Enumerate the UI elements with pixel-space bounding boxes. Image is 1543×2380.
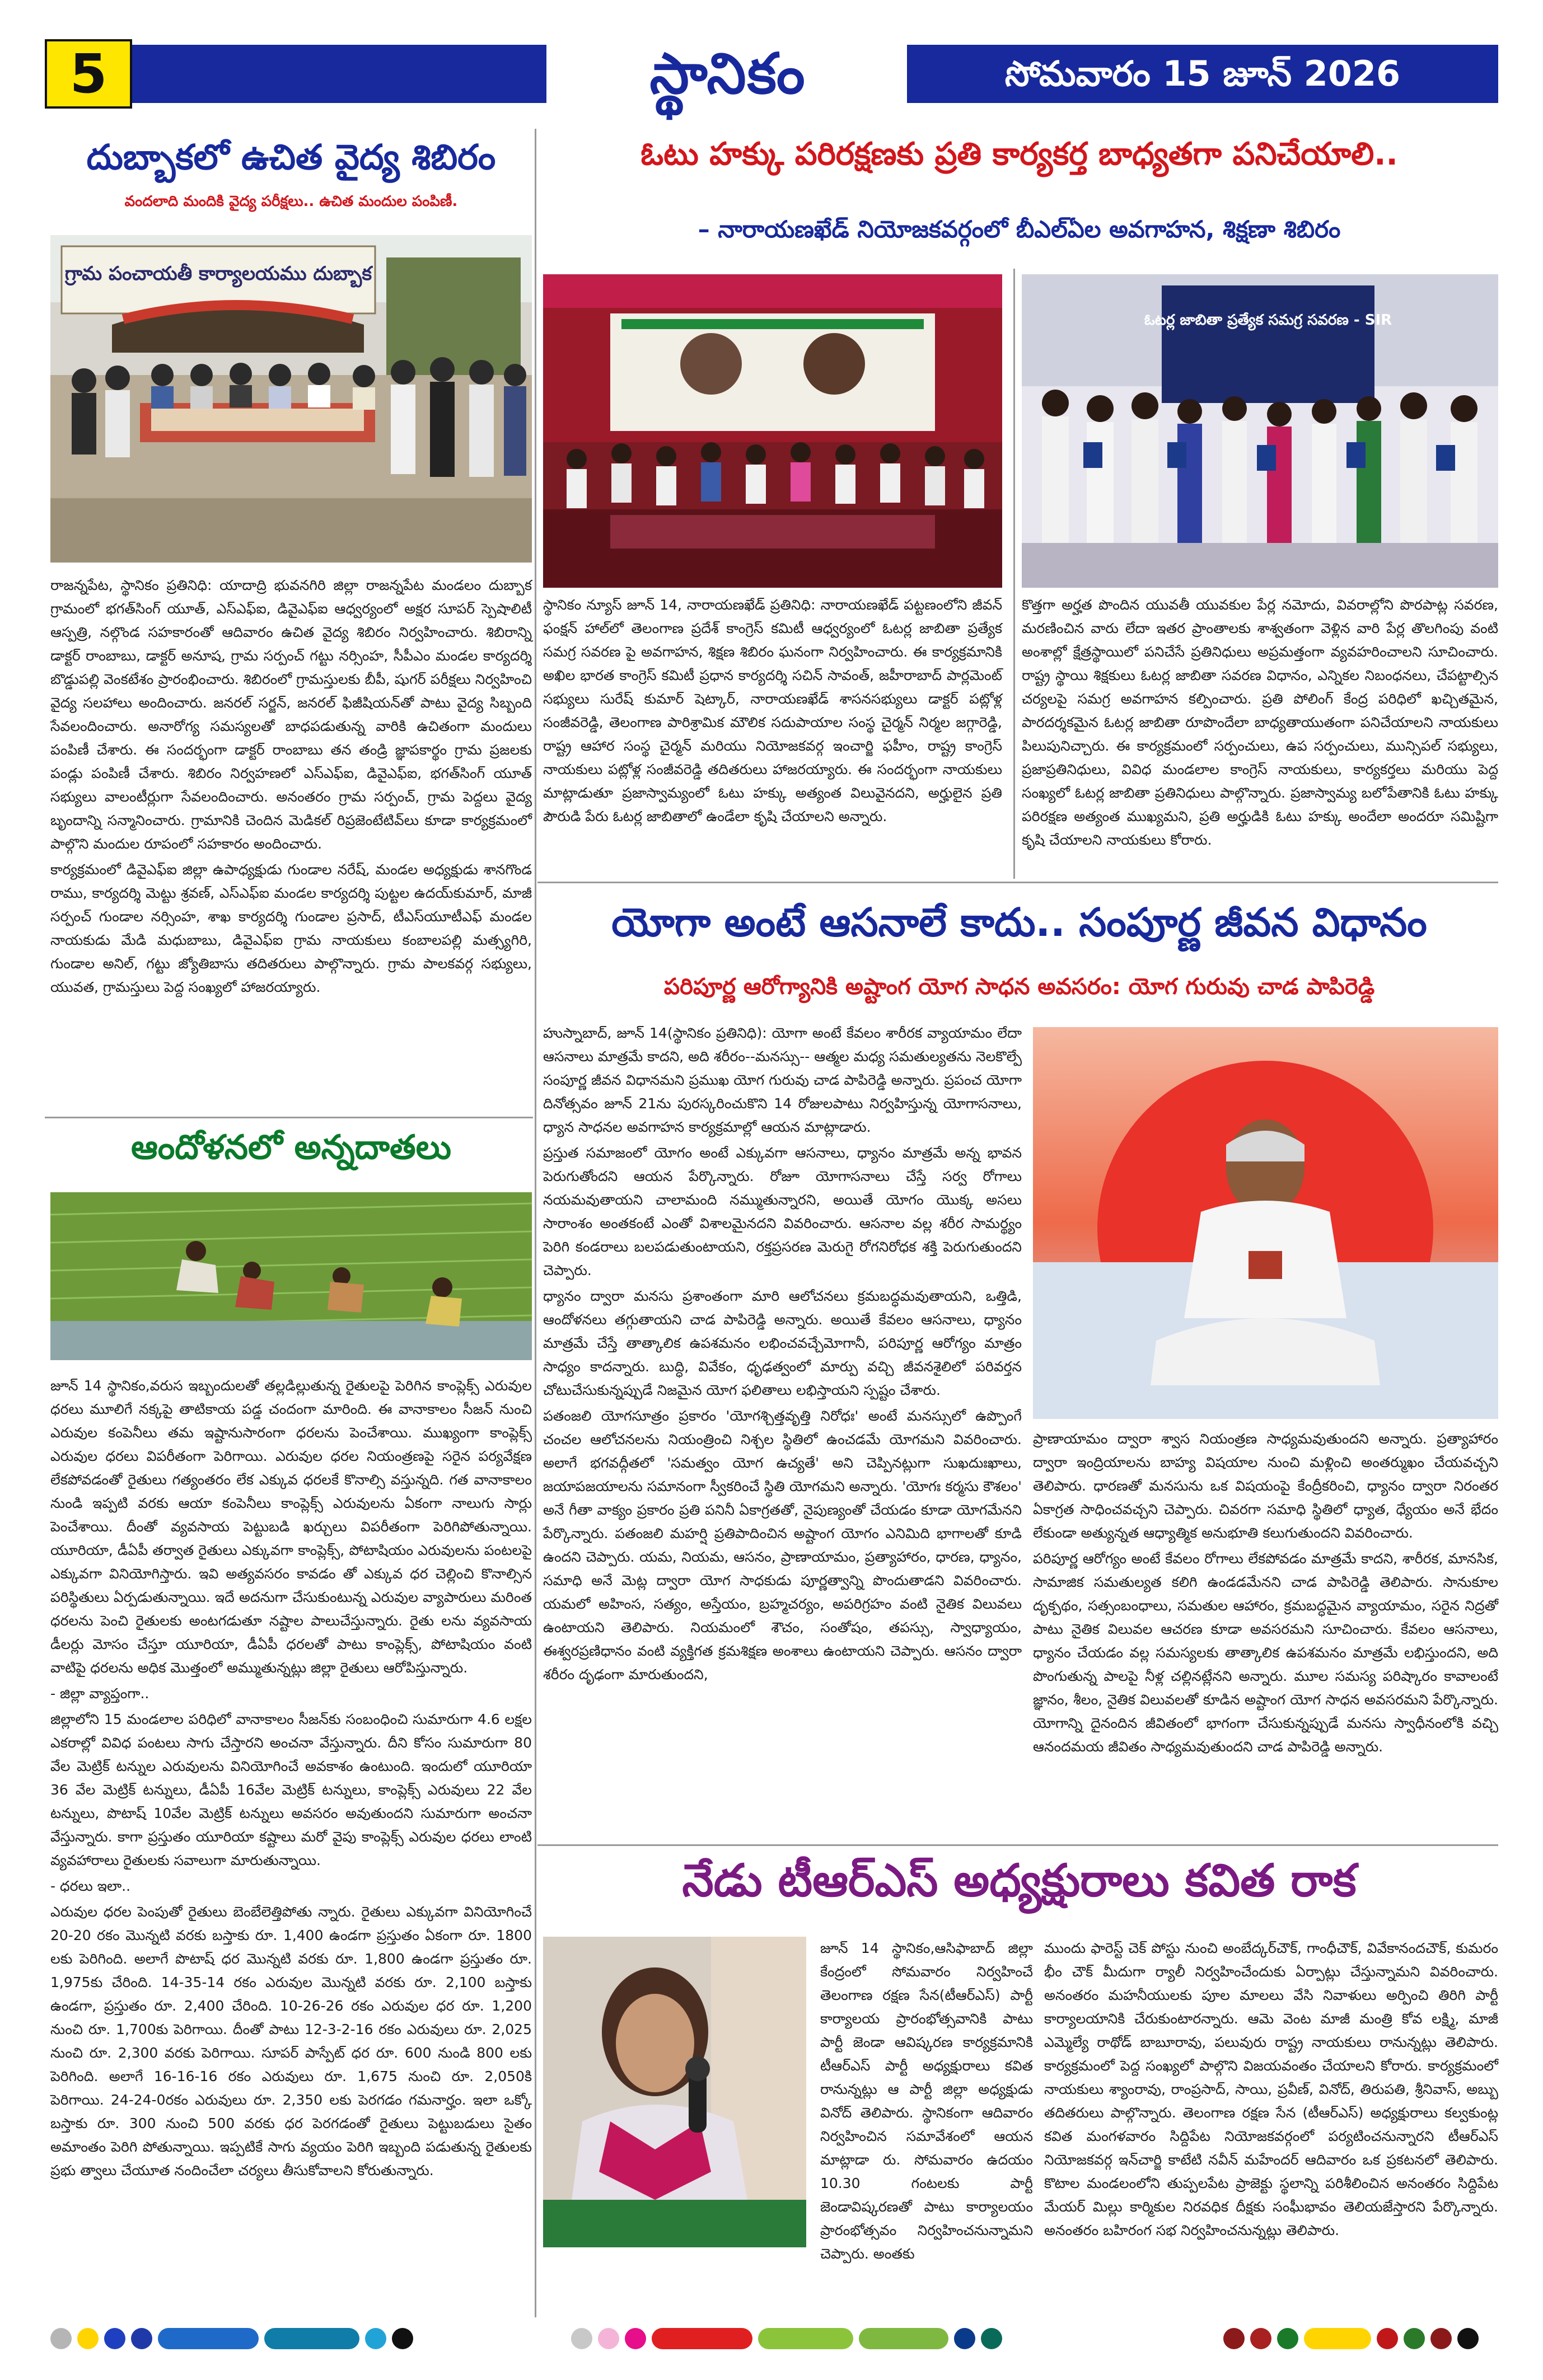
color-swatch (365, 2328, 386, 2349)
color-swatch (131, 2328, 152, 2349)
section-divider (537, 882, 1498, 883)
color-swatch (264, 2328, 359, 2349)
kavitha-paragraph: జూన్ 14 స్థానికం,ఆసిఫాబాద్ జిల్లా కేంద్రంలో సోమవారం నిర్వహించే తెలంగాణ రక్షణ సేన(టీఆర్ఎస్) పార్టీ కార్యాలయ ప్రారంభోత్సవానికి పాటు పార్టీ జెండా ఆవిష్కరణ కార్యక్రమానికి టీఆర్ఎస్ పార్టీ అధ్యక్షురాలు కవిత రానున్నట్లు ఆ పార్టీ జిల్లా అధ్యక్షుడు వినోద్ తెలిపారు. స్థానికంగా ఆదివారం నిర్వహించిన సమావేశంలో ఆయన మాట్లాడా రు. సోమవారం ఉదయం 10.30 గంటలకు పార్టీ జెండావిష్కరణతో పాటు కార్యాలయం ప్రారంభోత్సవం నిర్వహించనున్నామని చెప్పారు. అంతకు (820, 1940, 1033, 2262)
column-divider (1013, 269, 1015, 879)
color-swatch (1457, 2328, 1479, 2349)
vote-meeting-stage-photo (543, 274, 1002, 588)
yoga-guru-photo (1033, 1027, 1498, 1419)
column-divider (535, 129, 536, 2317)
section-divider (45, 1117, 533, 1118)
yoga-paragraph: ప్రాణాయామం ద్వారా శ్వాస నియంత్రణ సాధ్యమవుతుందని అన్నారు. ప్రత్యాహారం ద్వారా ఇంద్రియాలను బాహ్య విషయాల నుంచి మళ్లించి అంతర్ముఖం చేయవచ్చని తెలిపారు. ధారణతో మనసును ఒక విషయంపై కేంద్రీకరించి, ధ్యానం ద్వారా నిరంతర ఏకాగ్రత సాధించవచ్చని చెప్పారు. చివరగా సమాధి స్థితిలో ధ్యాత, ధ్యేయం అనే భేదం లేకుండా అత్యున్నత ఆధ్యాత్మిక అనుభూతి కలుగుతుందని వివరించారు. (1033, 1431, 1498, 1541)
masthead (45, 39, 1498, 109)
farmers-body (50, 1374, 532, 2315)
camp-body (50, 574, 532, 1111)
yoga-paragraph: పతంజలి యోగసూత్రం ప్రకారం 'యోగశ్చిత్తవృత్తి నిరోధః' అంటే మనస్సులో ఉప్పొంగే చంచల ఆలోచనలను నియంత్రించి నిశ్చల స్థితిలో ఉంచడమే యోగమని వివరించారు. అలాగే భగవద్గీతలో 'సమత్వం యోగ ఉచ్యతే' అని చెప్పినట్లుగా సుఖదుఃఖాలు, జయాపజయాలను సమానంగా స్వీకరించే స్థితి యోగమని అన్నారు. 'యోగః కర్మసు కౌశలం' అనే గీతా వాక్యం ప్రకారం ప్రతి పనినీ ఏకాగ్రతతో, నైపుణ్యంతో చేయడం కూడా యోగమేనని పేర్కొన్నారు. పతంజలి మహర్షి ప్రతిపాదించిన అష్టాంగ యోగం ఎనిమిది భాగాలతో కూడి ఉందని చెప్పారు. యమ, నియమ, ఆసనం, ప్రాణాయామం, ప్రత్యాహారం, ధారణ, ధ్యానం, సమాధి అనే మెట్ల ద్వారా యోగ సాధకుడు పూర్ణత్వాన్ని పొందుతాడని వివరించారు. యమలో అహింస, సత్యం, అస్తేయం, బ్రహ్మచర్యం, అపరిగ్రహం వంటి నైతిక విలువలు ఉంటాయని తెలిపారు. నియమంలో శౌచం, సంతోషం, తపస్సు, స్వాధ్యాయం, ఈశ్వరప్రణిధానం వంటి వ్యక్తిగత క్రమశిక్షణ అంశాలు ఉంటాయని చెప్పారు. ఆసనం ద్వారా శరీరం దృఢంగా మారుతుందని, (543, 1408, 1022, 1683)
color-swatch (652, 2328, 752, 2349)
color-swatch (104, 2328, 125, 2349)
color-swatch (981, 2328, 1002, 2349)
issue-date: సోమవారం 15 జూన్ 2026 (907, 45, 1498, 103)
camp-paragraph: రాజన్నపేట, స్థానికం ప్రతినిధి: యాదాద్రి భువనగిరి జిల్లా రాజన్నపేట మండలం దుబ్బాక గ్రామంలో భగత్‌సింగ్ యూత్, ఎస్ఎఫ్ఐ, డివైఎఫ్ఐ ఆధ్వర్యంలో అక్షర సూపర్ స్పెషాలిటీ ఆస్పత్రి, నల్గొండ సహకారంతో ఆదివారం ఉచిత వైద్య శిబిరం నిర్వహించారు. శిబిరాన్ని డాక్టర్ రాంబాబు, డాక్టర్ అనూష, గ్రామ సర్పంచ్ గట్టు నర్సింహ, సీపీఎం మండల కార్యదర్శి బొడ్డుపల్లి వెంకటేశం ప్రారంభించారు. శిబిరంలో గ్రామస్తులకు బీపీ, షుగర్ పరీక్షలు నిర్వహించి వైద్య సలహాలు అందించారు. జనరల్ సర్జన్, జనరల్ ఫిజీషియన్‌తో పాటు వైద్య సిబ్బంది సేవలందించారు. అనారోగ్య సమస్యలతో బాధపడుతున్న వారికి ఉచితంగా మందులు పంపిణీ చేశారు. ఈ సందర్భంగా డాక్టర్ రాంబాబు తన తండ్రి జ్ఞాపకార్థం గ్రామ ప్రజలకు పండ్లు పంపిణీ చేశారు. శిబిరం నిర్వహణలో ఎస్ఎఫ్ఐ, డివైఎఫ్ఐ, భగత్‌సింగ్ యూత్ సభ్యులు వాలంటీర్లుగా సేవలందించారు. అనంతరం గ్రామ సర్పంచ్, గ్రామ పెద్దలు వైద్య బృందాన్ని సన్మానించారు. గ్రామానికి చెందిన మెడికల్ రిప్రజెంటేటివ్‌లు కూడా కార్యక్రమంలో పాల్గొని మందుల రూపంలో సహకారం అందించారు. (50, 577, 532, 852)
color-swatch (392, 2328, 413, 2349)
camp-photo-banner: గ్రామ పంచాయతీ కార్యాలయము దుబ్బాక (64, 263, 372, 285)
kavitha-headline: నేడు టీఆర్ఎస్ అధ్యక్షురాలు కవిత రాక (682, 1854, 1357, 1906)
color-registration-bar-right (1223, 2326, 1479, 2351)
kavitha-paragraph: ముందు ఫారెస్ట్ చెక్ పోస్టు నుంచి అంబేద్కర్‌చౌక్, గాంధీచౌక్, వివేకానందచౌక్, కుమరం భీం చౌక్ మీదుగా ర్యాలీ నిర్వహించేందుకు ఏర్పాట్లు చేస్తున్నామని వివరించారు. అనంతరం మహనీయులకు పూల మాలలు వేసి నివాళులు అర్పించి తిరిగి పార్టీ కార్యాలయానికి చేరుకుంటారన్నారు. ఆమె వెంట మాజీ మంత్రి కోవ లక్ష్మి, మాజీ ఎమ్మెల్యే రాథోడ్ బాబూరావు, పలువురు రాష్ట్ర నాయకులు రానున్నట్లు తెలిపారు. కార్యక్రమంలో పెద్ద సంఖ్యలో పాల్గొని విజయవంతం చేయాలని కోరారు. కార్యక్రమంలో నాయకులు శ్యాంరావు, రాంప్రసాద్, సాయి, ప్రవీణ్, వినోద్, తిరుపతి, శ్రీనివాస్, అబ్బు తదితరులు పాల్గొన్నారు. తెలంగాణ రక్షణ సేన (టీఆర్ఎస్) అధ్యక్షురాలు కల్వకుంట్ల కవిత మంగళవారం సిద్దిపేట నియోజకవర్గంలో పర్యటించనున్నారని టీఆర్ఎస్ నియోజకవర్గ ఇన్‌చార్జి కాటేటి నవీన్ మహేందర్ ఆదివారం ఒక ప్రకటనలో తెలిపారు. కొటాల మండలంలోని తుప్పలపేట ప్రాజెక్టు స్థలాన్ని పరిశీలించిన అనంతరం సిద్దిపేట మేయర్ మిల్లు కార్మికుల నిరవధిక దీక్షకు సంఘీభావం తెలియజేస్తారని పేర్కొన్నారు. అనంతరం బహిరంగ సభ నిర్వహించనున్నట్లు తెలిపారు. (1044, 1940, 1498, 2238)
farmers-paragraph: ఎరువుల ధరల పెంపుతో రైతులు బెంబేలెత్తిపోతు న్నారు. రైతులు ఎక్కువగా వినియోగించే 20-20 రకం మొన్నటి వరకు బస్తాకు రూ. 1,400 ఉండగా ప్రస్తుతం ఏకంగా రూ. 1800 లకు పెరిగింది. అలాగే పొటాష్ ధర మొన్నటి వరకు రూ. 1,800 ఉండగా ప్రస్తుతం రూ. 1,975కు చేరింది. 14-35-14 రకం ఎరువుల మొన్నటి వరకు రూ. 2,100 బస్తాకు ఉండగా, ప్రస్తుతం రూ. 2,400 చేరింది. 10-26-26 రకం ఎరువుల ధర రూ. 1,200 నుంచి రూ. 1,700కు పెరిగాయి. దీంతో పాటు 12-3-2-16 రకం ఎరువులు రూ. 2,025 నుంచి రూ. 2,300 వరకు పెరిగాయి. సూపర్ పాస్పేట్ ధర రూ. 600 నుండి 800 లకు పెరిగింది. అలాగే 16-16-16 రకం ఎరువులు రూ. 1,675 నుంచి రూ. 2,050కి పెరిగాయి. 24-24-0రకం ఎరువులు రూ. 2,350 లకు పెరగడం గమనార్హం. ఇలా ఒక్కో బస్తాకు రూ. 300 నుంచి 500 వరకు ధర పెరగడంతో రైతులు పెట్టుబడులు సైతం అమాంతం పెరిగి పోతున్నాయి. ఇప్పటికే సాగు వ్యయం పెరిగి ఇబ్బంది పడుతున్న రైతులకు ప్రభు త్వాలు చేయూత నందించేలా చర్యలు తీసుకోవాలని కోరుతున్నారు. (50, 1904, 532, 2178)
yoga-body-right (1033, 1427, 1498, 1839)
vote-body-left (543, 593, 1002, 876)
color-registration-bar-left (50, 2326, 413, 2351)
newspaper-logo: స్థానికం (649, 41, 806, 106)
farmers-paragraph: జూన్ 14 స్థానికం,వరుస ఇబ్బందులతో తల్లడిల్లుతున్న రైతులపై పెరిగిన కాంప్లెక్స్ ఎరువుల ధరలు మూలిగే నక్కపై తాటికాయ పడ్డ చందంగా మారింది. ఈ వానాకాలం సీజన్ నుంచి ఎరువుల కంపెనీలు తమ ఇష్టానుసారంగా ధరలను పెంచేశాయి. ముఖ్యంగా కాంప్లెక్స్ ఎరువుల ధరలు విపరీతంగా పెరిగాయి. ఎరువుల ధరల నియంత్రణపై సరైన పర్యవేక్షణ లేకపోవడంతో రైతులు గత్యంతరం లేక ఎక్కువ ధరలకే కొనాల్సి వస్తున్నది. గత వానాకాలం నుండి ఇప్పటి వరకు ఆయా కంపెనీలు కాంప్లెక్స్ ఎరువులను ఏకంగా నాలుగు సార్లు పెంచేశాయి. దీంతో వ్యవసాయ పెట్టుబడి ఖర్చులు విపరీతంగా పెరిగిపోతున్నాయి. యూరియా, డీఏపీ తర్వాత రైతులు ఎక్కువగా కాంప్లెక్స్, పోటాషియం ఎరువులను పంటలపై ఎక్కువగా వినియోగిస్తారు. ఇవి అత్యవసరం కావడం తో ఎక్కువ ధర చెల్లించి కొనాల్సిన పరిస్థితులు ఏర్పడుతున్నాయి. ఇదే అదనుగా చేసుకుంటున్న ఎరువుల వ్యాపారులు మరింత ధరలను పెంచి రైతులకు అంటగడుతూ నష్టాల పాలుచేస్తున్నారు. రైతు లను వ్యవసాయ డీలర్లు మోసం చేస్తూ యూరియా, డీఏపీ ధరలతో పాటు కాంప్లెక్స్, పోటాషియం వంటి వాటిపై ధరలను అధిక మొత్తంలో అమ్ముతున్నట్లు జిల్లా రైతులు ఆరోపిస్తున్నారు. (50, 1378, 532, 1676)
yoga-paragraph: ధ్యానం ద్వారా మనసు ప్రశాంతంగా మారి ఆలోచనలు క్రమబద్ధమవుతాయని, ఒత్తిడి, ఆందోళనలు తగ్గుతాయని చాడ పాపిరెడ్డి అన్నారు. అయితే కేవలం ఆసనాలు, ధ్యానం మాత్రమే చేస్తే తాత్కాలిక ఉపశమనం లభించవచ్చేమోగానీ, పరిపూర్ణ ఆరోగ్యం మాత్రం సాధ్యం కాదన్నారు. బుద్ధి, వివేకం, ధృఢత్వంలో మార్పు వచ్చి జీవనశైలిలో పరివర్తన చోటుచేసుకున్నప్పుడే నిజమైన యోగ ఫలితాలు లభిస్తాయని స్పష్టం చేశారు. (543, 1288, 1022, 1398)
color-swatch (1404, 2328, 1425, 2349)
vote-booklet-release-photo (1022, 274, 1498, 588)
vote-photo-banner: ఓటర్ల జాబితా ప్రత్యేక సమగ్ర సవరణ - SIR (1144, 312, 1392, 329)
color-swatch (1250, 2328, 1271, 2349)
color-swatch (158, 2328, 259, 2349)
yoga-paragraph: ప్రస్తుత సమాజంలో యోగం అంటే ఎక్కువగా ఆసనాలు, ధ్యానం మాత్రమే అన్న భావన పెరుగుతోందని ఆయన పేర్కొన్నారు. రోజూ యోగాసనాలు చేస్తే సర్వ రోగాలు నయమవుతాయని చాలామంది నమ్ముతున్నారని, అయితే యోగం యొక్క అసలు సారాంశం అంతకంటే ఎంతో విశాలమైనదని వివరించారు. ఆసనాల వల్ల శరీర సామర్థ్యం పెరిగి కండరాలు బలపడుతుంటాయని, రక్తప్రసరణ మెరుగై రోగనిరోధక శక్తి పెరుగుతుందని చెప్పారు. (543, 1145, 1022, 1278)
farmers-subsection: - ధరలు ఇలా.. (50, 1878, 131, 1894)
camp-paragraph: కార్యక్రమంలో డివైఎఫ్ఐ జిల్లా ఉపాధ్యక్షుడు గుండాల నరేష్, మండల అధ్యక్షుడు శానగొండ రాము, కార్యదర్శి మెట్టు శ్రవణ్, ఎస్ఎఫ్ఐ మండల కార్యదర్శి పుట్టల ఉదయ్‌కుమార్, మాజీ సర్పంచ్ గుండాల నర్సింహ, శాఖ కార్యదర్శి గుండాల ప్రసాద్, టీఎస్‌యూటీఎఫ్ మండల నాయకుడు మేడి మధుబాబు, డివైఎఫ్ఐ గ్రామ నాయకులు కంబాలపల్లి మత్స్యగిరి, గుండాల అనిల్, గట్టు జ్యోతిబాసు తదితరులు పాల్గొన్నారు. గ్రామ పాలకవర్గ సభ్యులు, యువత, గ్రామస్తులు పెద్ద సంఖ్యలో హాజరయ్యారు. (50, 861, 532, 995)
yoga-subhead: పరిపూర్ణ ఆరోగ్యానికి అష్టాంగ యోగ సాధన అవసరం: యోగ గురువు చాడ పాపిరెడ్డి (663, 974, 1375, 1000)
color-swatch (859, 2328, 948, 2349)
vote-paragraph: స్థానికం న్యూస్ జూన్ 14, నారాయణఖేడ్ ప్రతినిధి: నారాయణఖేడ్ పట్టణంలోని జీవన్ ఫంక్షన్ హాల్‌లో తెలంగాణ ప్రదేశ్ కాంగ్రెస్ కమిటీ ఆధ్వర్యంలో ఓటర్ల జాబితా ప్రత్యేక సమగ్ర సవరణ పై అవగాహన, శిక్షణ శిబిరం ఘనంగా నిర్వహించారు. ఈ కార్యక్రమానికి అఖిల భారత కాంగ్రెస్ కమిటీ ప్రధాన కార్యదర్శి సచిన్ సావంత్, జహీరాబాద్ పార్లమెంట్ సభ్యులు సురేష్ కుమార్ షెట్కార్, నారాయణఖేడ్ శాసనసభ్యులు డాక్టర్ పట్లోళ్ల సంజీవరెడ్డి, తెలంగాణ పారిశ్రామిక మౌలిక సదుపాయాల సంస్థ చైర్మన్ నిర్మల జగ్గారెడ్డి, రాష్ట్ర ఆహార సంస్థ చైర్మన్ మరియు నియోజకవర్గ ఇంచార్జి ఫహీం, రాష్ట్ర కాంగ్రెస్ నాయకులు పట్లోళ్ల సంజీవరెడ్డి తదితరులు హాజరయ్యారు. ఈ సందర్భంగా నాయకులు మాట్లాడుతూ ప్రజాస్వామ్యంలో ఓటు హక్కు అత్యంత విలువైనదని, అర్హులైన ప్రతి పౌరుడి పేరు ఓటర్ల జాబితాలో ఉండేలా కృషి చేయాలని అన్నారు. (543, 597, 1002, 824)
color-swatch (571, 2328, 592, 2349)
page-number: 5 (45, 39, 132, 109)
kavitha-body-narrow (820, 1937, 1033, 2262)
farmers-subsection: - జిల్లా వ్యాప్తంగా.. (50, 1685, 149, 1702)
medical-camp-photo (50, 235, 532, 563)
color-swatch (1304, 2328, 1371, 2349)
color-swatch (758, 2328, 853, 2349)
kavitha-body-right (1044, 1937, 1498, 2317)
color-swatch (1277, 2328, 1298, 2349)
color-swatch (77, 2328, 99, 2349)
camp-headline: దుబ్బాకలో ఉచిత వైద్య శిబిరం (86, 137, 496, 177)
vote-body-right (1022, 593, 1498, 876)
farmers-headline: ఆందోళనలో అన్నదాతలు (131, 1128, 451, 1167)
yoga-paragraph: హుస్నాబాద్, జూన్ 14(స్థానికం ప్రతినిధి): యోగా అంటే కేవలం శారీరక వ్యాయామం లేదా ఆసనాలు మాత్రమే కాదని, అది శరీరం--మనస్సు-- ఆత్మల మధ్య సమతుల్యతను నెలకొల్పే సంపూర్ణ జీవన విధానమని ప్రముఖ యోగ గురువు చాడ పాపిరెడ్డి అన్నారు. ప్రపంచ యోగా దినోత్సవం జూన్ 21ను పురస్కరించుకొని 14 రోజులపాటు నిర్వహిస్తున్న యోగాసనాలు, ధ్యాన సాధనల అవగాహన కార్యక్రమాల్లో ఆయన మాట్లాడారు. (543, 1025, 1022, 1135)
farmers-paragraph: జిల్లాలోని 15 మండలాల పరిధిలో వానాకాలం సీజన్‌కు సంబంధించి సుమారుగా 4.6 లక్షల ఎకరాల్లో వివిధ పంటలు సాగు చేస్తారని అంచనా వేస్తున్నారు. దీని కోసం సుమారుగా 80 వేల మెట్రిక్ టన్నుల ఎరువులను వినియోగించే అవకాశం ఉంటుంది. ఇందులో యూరియా 36 వేల మెట్రిక్ టన్నులు, డీఏపీ 16వేల మెట్రిక్ టన్నులు, కాంప్లెక్స్ ఎరువులు 22 వేల టన్నులు, పొటాష్ 10వేల మెట్రిక్ టన్నులు అవసరం అవుతుందని సుమారుగా అంచనా వేస్తున్నారు. కాగా ప్రస్తుతం యూరియా కష్టాలు మరో వైపు కాంప్లెక్స్ ఎరువుల ధరలు లాంటి వ్యవహారాలు రైతులకు సవాలుగా మారుతున్నాయి. (50, 1711, 532, 1868)
color-swatch (625, 2328, 646, 2349)
color-swatch (954, 2328, 975, 2349)
color-swatch (50, 2328, 72, 2349)
paddy-field-photo (50, 1192, 532, 1360)
yoga-body-left (543, 1022, 1022, 1839)
color-registration-bar-center (571, 2326, 1002, 2351)
vote-paragraph: కొత్తగా అర్హత పొందిన యువతీ యువకుల పేర్ల నమోదు, వివరాల్లోని పొరపాట్ల సవరణ, మరణించిన వారు లేదా ఇతర ప్రాంతాలకు శాశ్వతంగా వెళ్లిన వారి పేర్ల తొలగింపు వంటి అంశాల్లో క్షేత్రస్థాయిలో పనిచేసే ప్రతినిధులు అప్రమత్తంగా వ్యవహరించాలని సూచించారు. రాష్ట్ర స్థాయి శిక్షకులు ఓటర్ల జాబితా సవరణ విధానం, ఎన్నికల నిబంధనలు, చేపట్టాల్సిన చర్యలపై సమగ్ర అవగాహన కల్పించారు. ప్రతి పోలింగ్ కేంద్ర పరిధిలో ఖచ్చితమైన, పారదర్శకమైన ఓటర్ల జాబితా రూపొందేలా బాధ్యతాయుతంగా పనిచేయాలని నాయకులు పిలుపునిచ్చారు. ఈ కార్యక్రమంలో సర్పంచులు, ఉప సర్పంచులు, మున్సిపల్ సభ్యులు, ప్రజాప్రతినిధులు, వివిధ మండలాల కాంగ్రెస్ నాయకులు, కార్యకర్తలు మరియు పెద్ద సంఖ్యలో ఓటర్ల జాబితా ప్రతినిధులు పాల్గొన్నారు. ప్రజాస్వామ్య బలోపేతానికి ఓటు హక్కు పరిరక్షణ అత్యంత ముఖ్యమని, ప్రతి అర్హుడికి ఓటు హక్కు అందేలా అందరూ సమిష్టిగా కృషి చేయాలని నాయకులు కోరారు. (1022, 597, 1498, 848)
section-divider (537, 1844, 1498, 1846)
kavitha-photo (543, 1937, 806, 2247)
yoga-headline: యోగా అంటే ఆసనాలే కాదు.. సంపూర్ణ జీవన విధానం (611, 899, 1427, 945)
camp-subhead: వందలాది మందికి వైద్య పరీక్షలు.. ఉచిత మందుల పంపిణీ. (124, 193, 458, 210)
vote-subhead: – నారాయణఖేడ్ నియోజకవర్గంలో బీఎల్ఏల అవగాహన, శిక్షణా శిబిరం (698, 215, 1341, 243)
color-swatch (1430, 2328, 1452, 2349)
color-swatch (1223, 2328, 1245, 2349)
color-swatch (598, 2328, 619, 2349)
masthead-band (132, 45, 546, 103)
vote-headline: ఓటు హక్కు పరిరక్షణకు ప్రతి కార్యకర్త బాధ్యతగా పనిచేయాలి.. (640, 136, 1398, 172)
yoga-paragraph: పరిపూర్ణ ఆరోగ్యం అంటే కేవలం రోగాలు లేకపోవడం మాత్రమే కాదని, శారీరక, మానసిక, సామాజిక సమతుల్యత కలిగి ఉండడమేనని చాడ పాపిరెడ్డి తెలిపారు. సానుకూల దృక్పథం, సత్సంబంధాలు, సమతుల ఆహారం, క్రమబద్ధమైన వ్యాయామం, సరైన నిద్రతో పాటు నైతిక విలువల ఆచరణ కూడా అవసరమని సూచించారు. కేవలం ఆసనాలు, ధ్యానం చేయడం వల్ల సమస్యలకు తాత్కాలిక ఉపశమనం మాత్రమే లభిస్తుందని, అది పొంగుతున్న పాలపై నీళ్ల చల్లినట్లేనని అన్నారు. మూల సమస్య పరిష్కారం కావాలంటే జ్ఞానం, శీలం, నైతిక విలువలతో కూడిన అష్టాంగ యోగ సాధన అవసరమని పేర్కొన్నారు. యోగాన్ని దైనందిన జీవితంలో భాగంగా చేసుకున్నప్పుడే మనసు స్వాధీనంలోకి వచ్చి ఆనందమయ జీవితం సాధ్యమవుతుందని చాడ పాపిరెడ్డి అన్నారు. (1033, 1550, 1498, 1755)
color-swatch (1377, 2328, 1398, 2349)
